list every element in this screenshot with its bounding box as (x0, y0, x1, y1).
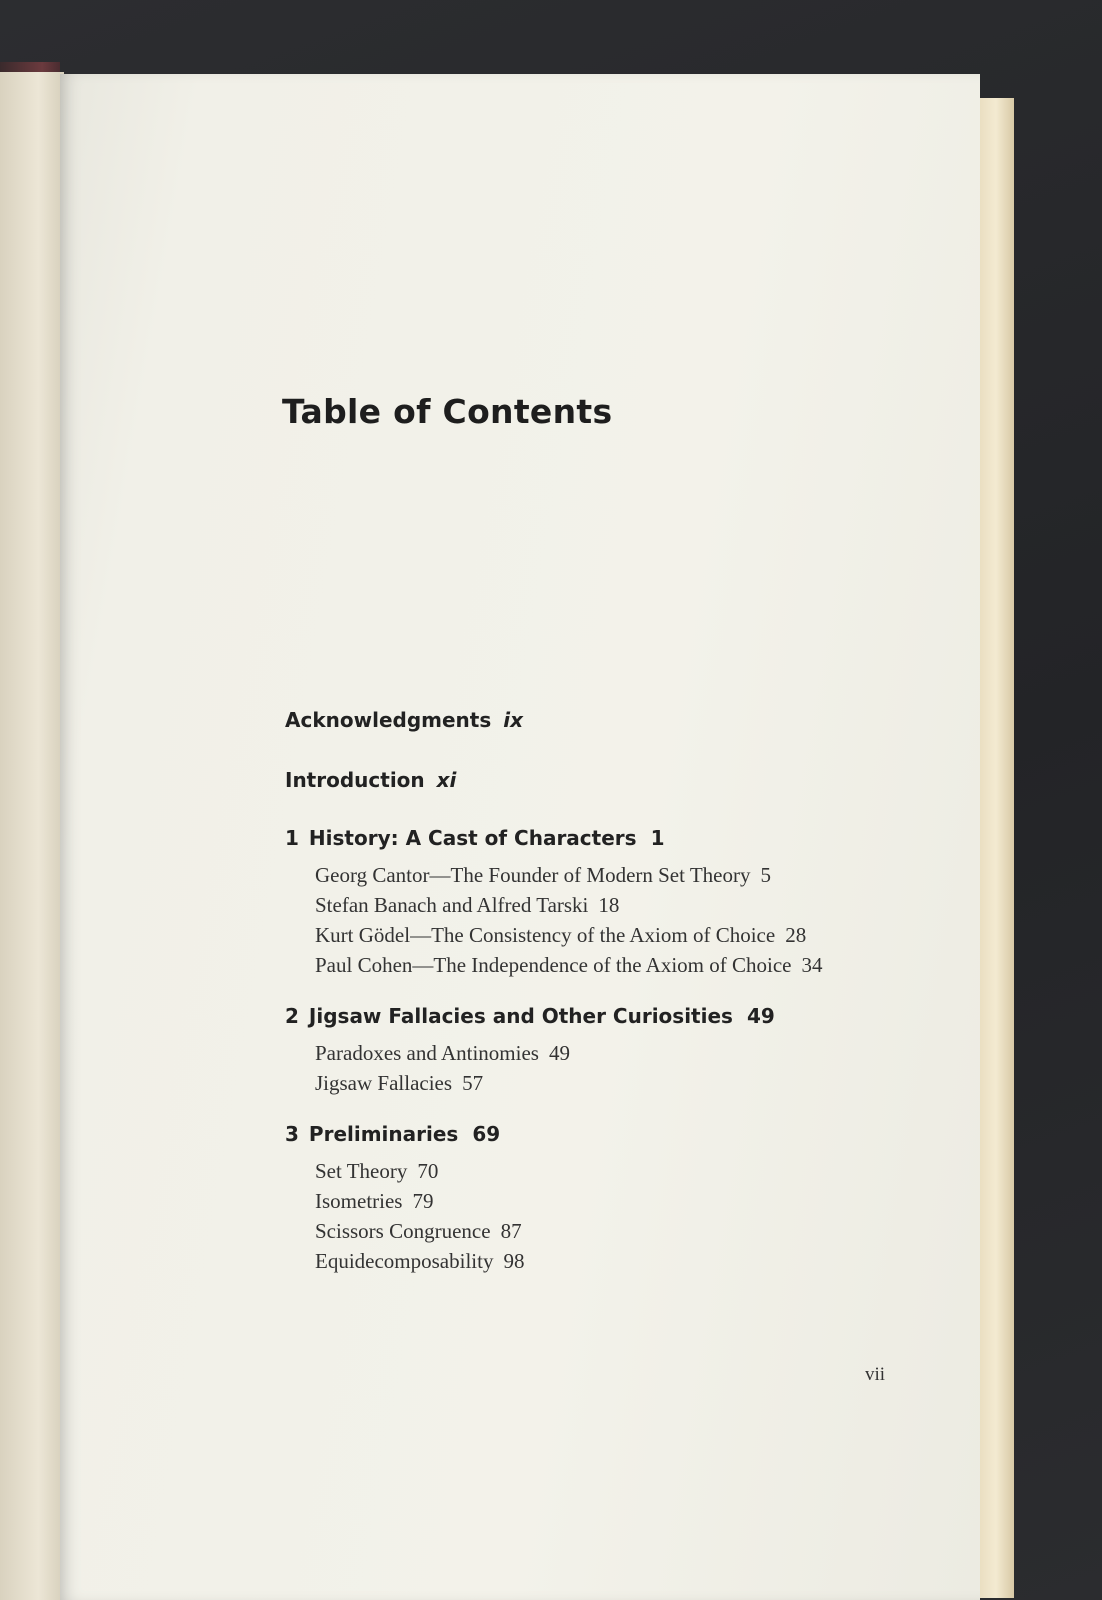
book-page (60, 74, 980, 1600)
chapter-2-sections (315, 1038, 925, 1098)
section-label: Stefan Banach and Alfred Tarski (315, 893, 589, 917)
section-label: Set Theory (315, 1159, 408, 1183)
section-label: Kurt Gödel—The Consistency of the Axiom of Choice (315, 923, 776, 947)
section-label: Isometries (315, 1189, 403, 1213)
page-number: vii (865, 1364, 886, 1385)
section-page: 28 (785, 923, 807, 947)
section-page: 5 (760, 863, 771, 887)
toc-chapter-1 (285, 822, 925, 854)
section-page: 98 (503, 1249, 525, 1273)
toc-section (315, 1216, 925, 1246)
section-label: Jigsaw Fallacies (315, 1071, 453, 1095)
entry-label: Acknowledgments (285, 708, 492, 732)
toc-section (315, 1186, 925, 1216)
left-page-edge (0, 72, 64, 1600)
right-cover-board (978, 98, 1014, 1598)
chapter-title: Jigsaw Fallacies and Other Curiosities (308, 1004, 733, 1028)
page-title: Table of Contents (282, 392, 613, 431)
section-page: 79 (412, 1189, 434, 1213)
toc-section (315, 1156, 925, 1186)
section-label: Georg Cantor—The Founder of Modern Set Theory (315, 863, 751, 887)
toc-section (315, 920, 925, 950)
section-page: 70 (417, 1159, 439, 1183)
toc-entries (285, 704, 925, 1296)
chapter-title: History: A Cast of Characters (308, 826, 637, 850)
chapter-number: 2 (285, 1004, 299, 1028)
toc-section (315, 950, 925, 980)
chapter-number: 1 (285, 826, 299, 850)
entry-page: xi (436, 768, 457, 792)
entry-page: ix (503, 708, 524, 732)
entry-label: Introduction (285, 768, 425, 792)
chapter-page: 69 (472, 1122, 501, 1146)
section-page: 49 (548, 1041, 570, 1065)
section-label: Equidecomposability (315, 1249, 494, 1273)
toc-section (315, 860, 925, 890)
section-page: 87 (500, 1219, 522, 1243)
toc-chapter-3 (285, 1118, 925, 1150)
section-label: Paul Cohen—The Independence of the Axiom of Choice (315, 953, 792, 977)
toc-section (315, 1038, 925, 1068)
section-page: 18 (598, 893, 620, 917)
chapter-1-sections (315, 860, 925, 980)
toc-chapter-2 (285, 1000, 925, 1032)
toc-section (315, 1246, 925, 1276)
section-label: Paradoxes and Antinomies (315, 1041, 539, 1065)
chapter-3-sections (315, 1156, 925, 1276)
toc-section (315, 890, 925, 920)
section-page: 34 (801, 953, 823, 977)
section-label: Scissors Congruence (315, 1219, 491, 1243)
chapter-number: 3 (285, 1122, 299, 1146)
chapter-title: Preliminaries (308, 1122, 459, 1146)
toc-front-introduction (285, 764, 925, 796)
toc-section (315, 1068, 925, 1098)
toc-front-acknowledgments (285, 704, 925, 736)
chapter-page: 1 (650, 826, 665, 850)
section-page: 57 (462, 1071, 484, 1095)
chapter-page: 49 (746, 1004, 775, 1028)
